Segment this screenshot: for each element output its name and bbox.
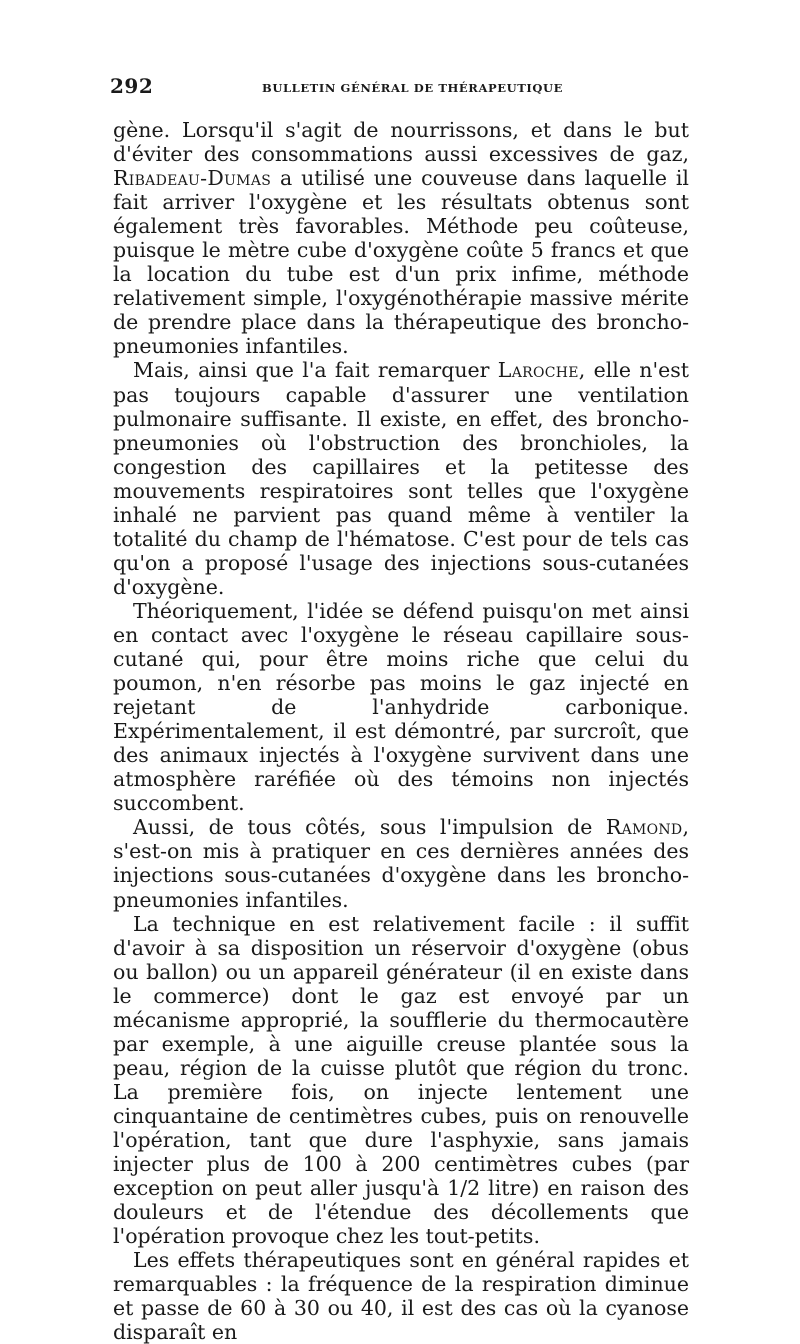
paragraph-1-text-a: gène. Lorsqu'il s'agit de nourrissons, et dans le but d'éviter des consommations aussi excessives de gaz, [113, 118, 689, 167]
paragraph-4-text-a: Aussi, de tous côtés, sous l'impulsion de [133, 815, 606, 840]
paragraph-5: La technique en est relativement facile : il suffit d'avoir à sa disposition un réservoir d'oxygène (obus ou ballon) ou un appareil générateur (il en existe dans le commerce) dont le gaz est envoyé par un mécanisme approprié, la soufflerie du thermocautère par exemple, à une aiguille creuse plantée sous la peau, région de la cuisse plutôt que région du tronc. La première fois, on injecte lentement une cinquantaine de centimètres cubes, puis on renouvelle l'opération, tant que dure l'asphyxie, sans jamais injecter plus de 100 à 200 centimètres cubes (par exception on peut aller jusqu'à 1/2 litre) en raison des douleurs et de l'étendue des décollements que l'opération provoque chez les tout-petits. [113, 911, 689, 1249]
author-name-laroche: Laroche [497, 358, 579, 383]
paragraph-3: Théoriquement, l'idée se défend puisqu'on met ainsi en contact avec l'oxygène le réseau capillaire sous-cutané qui, pour être moins riche que celui du poumon, n'en résorbe pas moins le gaz injecté en rejetant de l'anhydride carbonique. Expérimentalement, il est démontré, par surcroît, que des animaux injectés à l'oxygène survivent dans une atmosphère raréfiée où des témoins non injectés succombent. [113, 598, 689, 816]
paragraph-2-text-a: Mais, ainsi que l'a fait remarquer [133, 358, 498, 383]
author-name-ribadeau-dumas: Ribadeau-Dumas [113, 166, 272, 191]
author-name-ramond: Ramond [605, 815, 683, 840]
paragraph-4-text-b: , s'est-on mis à pratiquer en ces dernières années des injections sous-cutanées d'oxygène dans les broncho-pneumonies infantiles. [113, 815, 689, 912]
page-number: 292 [110, 74, 154, 98]
paragraph-1-text-b: a utilisé une couveuse dans laquelle il fait arriver l'oxygène et les résultats obtenus sont également très favorables. Méthode peu coûteuse, puisque le mètre cube d'oxygène coûte 5 francs et que la location du tube est d'un prix infime, méthode relativement simple, l'oxygénothérapie massive mérite de prendre place dans la thérapeutique des broncho-pneumonies infantiles. [113, 166, 689, 359]
paragraph-2 [113, 358, 689, 598]
page-header [110, 74, 690, 102]
running-title: BULLETIN GÉNÉRAL DE THÉRAPEUTIQUE [262, 81, 563, 95]
paragraph-4 [113, 815, 689, 911]
paragraph-1 [113, 118, 689, 358]
paragraph-6: Les effets thérapeutiques sont en général rapides et remarquables : la fréquence de la respiration diminue et passe de 60 à 30 ou 40, il est des cas où la cyanose disparaît en [113, 1248, 689, 1344]
body-text [113, 118, 689, 1344]
paragraph-2-text-b: , elle n'est pas toujours capable d'assurer une ventilation pulmonaire suffisante. Il existe, en effet, des broncho-pneumonies où l'obstruction des bronchioles, la congestion des capillaires et la petitesse des mouvements respiratoires sont telles que l'oxygène inhalé ne parvient pas quand même à ventiler la totalité du champ de l'hématose. C'est pour de tels cas qu'on a proposé l'usage des injections sous-cutanées d'oxygène. [113, 358, 690, 599]
